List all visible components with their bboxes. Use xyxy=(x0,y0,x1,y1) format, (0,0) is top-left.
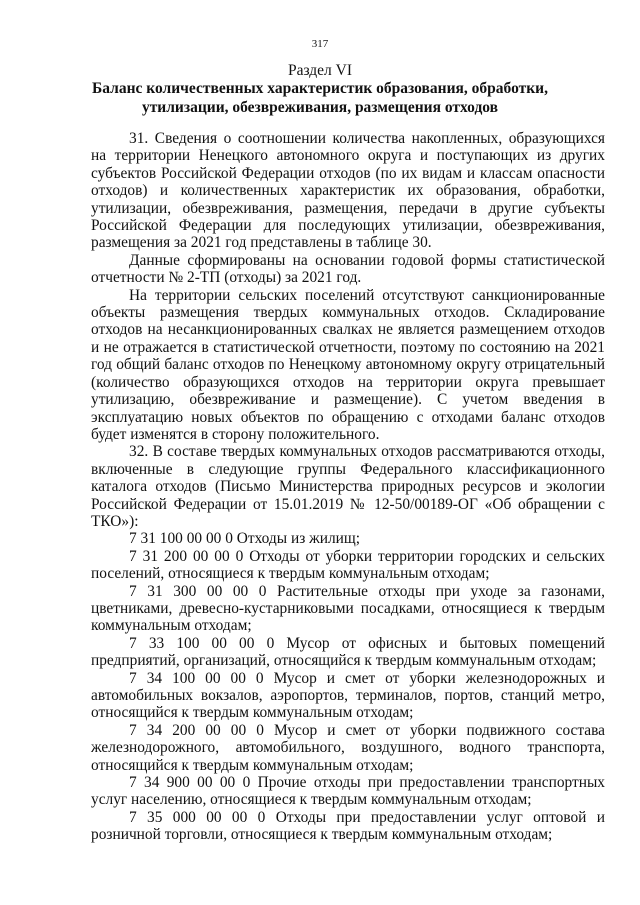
document-body xyxy=(91,130,605,844)
paragraph: Данные сформированы на основании годовой формы статистической отчетности № 2-ТП (отходы) за 2021 год. xyxy=(91,251,605,287)
page-number: 317 xyxy=(311,38,329,50)
section-title: Баланс количественных характеристик образования, обработки, утилизации, обезвреживания, размещения отходов xyxy=(92,80,548,116)
waste-code-item: 7 31 100 00 00 0 Отходы из жилищ; xyxy=(129,530,361,548)
waste-code-item: 7 33 100 00 00 0 Мусор от офисных и бытовых помещений предприятий, организаций, относящийся к твердым коммунальным отходам; xyxy=(91,634,605,670)
waste-code-item: 7 31 300 00 00 0 Растительные отходы при уходе за газонами, цветниками, древесно-кустарниковыми посадками, относящиеся к твердым коммунальным отходам; xyxy=(91,582,605,635)
waste-code-item: 7 34 200 00 00 0 Мусор и смет от уборки подвижного состава железнодорожного, автомобильного, воздушного, водного транспорта, относящийся к твердым коммунальным отходам; xyxy=(91,721,605,774)
waste-code-item: 7 34 100 00 00 0 Мусор и смет от уборки железнодорожных и автомобильных вокзалов, аэропортов, терминалов, портов, станций метро, относящийся к твердым коммунальным отходам; xyxy=(91,669,605,722)
waste-code-item: 7 31 200 00 00 0 Отходы от уборки территории городских и сельских поселений, относящиеся к твердым коммунальным отходам; xyxy=(91,547,605,583)
paragraph: 31. Сведения о соотношении количества накопленных, образующихся на территории Ненецкого автономного округа и поступающих из других субъектов Российской Федерации отходов (по их видам и классам опасности отходов) и количественных характеристик их образования, обработки, утилизации, обезвреживания, размещения, передачи в другие субъекты Российской Федерации для последующих утилизации, обезвреживания, размещения за 2021 год представлены в таблице 30. xyxy=(91,130,605,252)
paragraph: На территории сельских поселений отсутствуют санкционированные объекты размещения твердых коммунальных отходов. Складирование отходов на несанкционированных свалках не является размещением отходов и не отражается в статистической отчетности, поэтому по состоянию на 2021 год общий баланс отходов по Ненецкому автономному округу отрицательный (количество образующихся отходов на территории округа превышает утилизацию, обезвреживание и размещение). С учетом введения в эксплуатацию новых объектов по обращению с отходами баланс отходов будет изменятся в сторону положительного. xyxy=(91,286,605,443)
section-label: Раздел VI xyxy=(287,62,353,79)
waste-code-item: 7 35 000 00 00 0 Отходы при предоставлении услуг оптовой и розничной торговли, относящиеся к твердым коммунальным отходам; xyxy=(91,808,605,844)
paragraph: 32. В составе твердых коммунальных отходов рассматриваются отходы, включенные в следующие группы Федерального классификационного каталога отходов (Письмо Министерства природных ресурсов и экологии Российской Федерации от 15.01.2019 № 12-50/00189-ОГ «Об обращении с ТКО»): xyxy=(91,443,605,530)
waste-code-item: 7 34 900 00 00 0 Прочие отходы при предоставлении транспортных услуг населению, относящиеся к твердым коммунальным отходам; xyxy=(91,774,605,809)
